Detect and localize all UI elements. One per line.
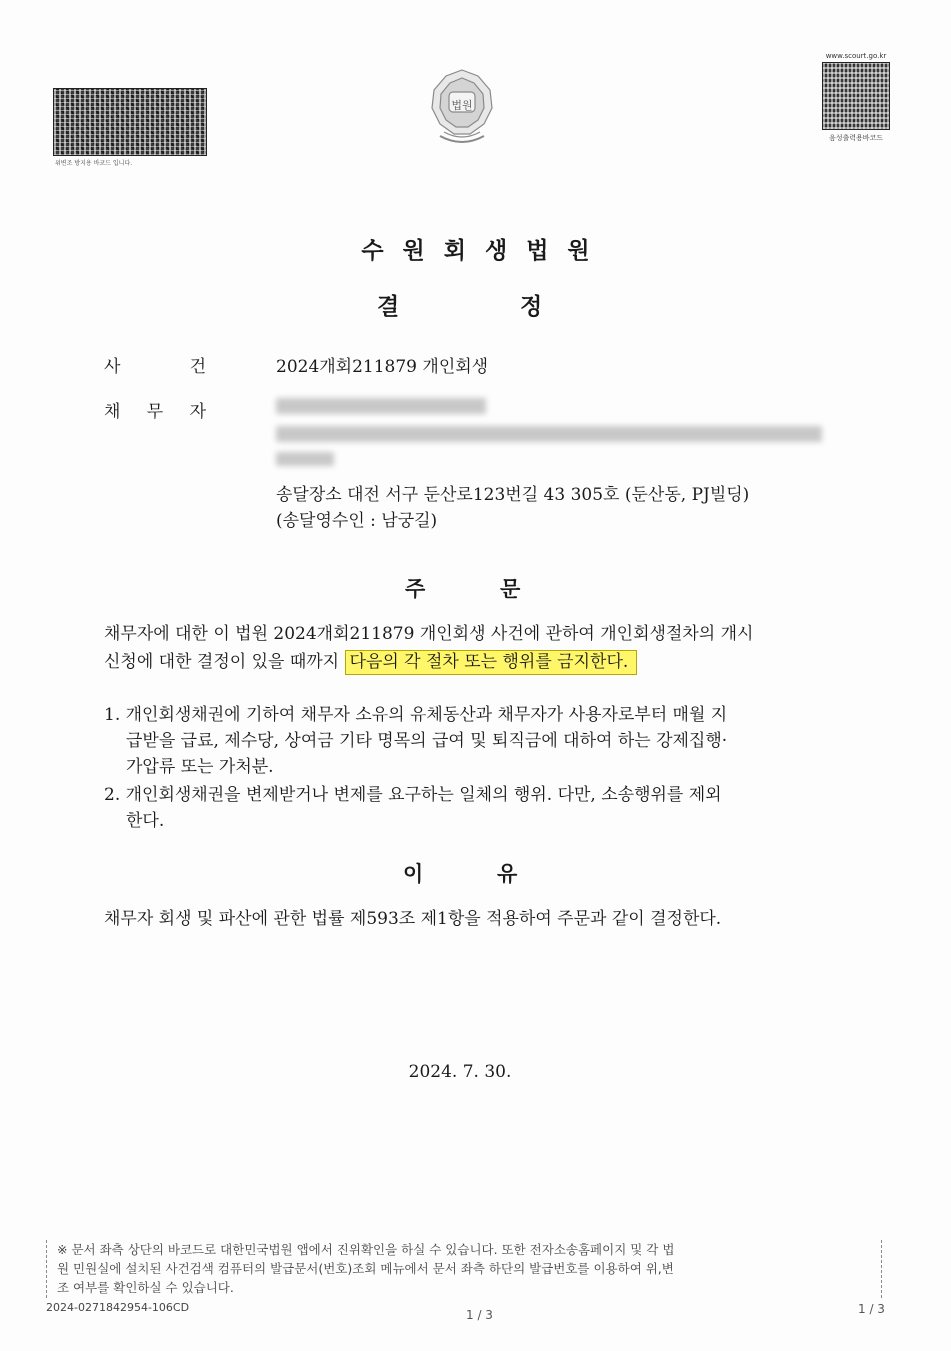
case-number: 2024개회211879 개인회생 — [276, 357, 489, 377]
issue-number: 2024-0271842954-106CD — [46, 1301, 190, 1314]
redacted-debtor-address-cont — [276, 452, 334, 466]
order-item-2-line2: 한다. — [126, 811, 165, 831]
order-paragraph-line2-prefix: 신청에 대한 결정이 있을 때까지 — [104, 652, 345, 672]
debtor-label-char: 무 — [146, 402, 164, 422]
reason-heading-part1: 이 — [403, 862, 424, 886]
delivery-address: 송달장소 대전 서구 둔산로123번길 43 305호 (둔산동, PJ빌딩) — [276, 485, 750, 505]
debtor-label-char: 자 — [189, 402, 206, 422]
court-name-title: 수원회생법원 — [361, 238, 609, 264]
court-url: www.scourt.go.kr — [825, 52, 887, 60]
reason-heading-part2: 유 — [497, 862, 518, 886]
order-item-1-line2: 급받을 급료, 제수당, 상여금 기타 명목의 급여 및 퇴직금에 대하여 하는 강제집행· — [126, 731, 728, 751]
verification-barcode-caption: 위변조 방지용 바코드 입니다. — [55, 160, 133, 167]
order-item-1-line3: 가압류 또는 가처분. — [126, 757, 274, 777]
emblem-label: 법원 — [451, 99, 473, 112]
page-indicator-right: 1 / 3 — [858, 1302, 885, 1316]
order-heading-part2: 문 — [500, 577, 521, 601]
verification-notice — [46, 1240, 882, 1298]
notice-line: 조 여부를 확인하실 수 있습니다. — [57, 1280, 234, 1295]
case-label-char: 사 — [104, 357, 121, 377]
order-heading-part1: 주 — [405, 577, 426, 601]
debtor-label-char: 채 — [104, 402, 121, 422]
decision-date: 2024. 7. 30. — [408, 1062, 512, 1082]
notice-line: 원 민원실에 설치된 사건검색 컴퓨터의 발급문서(번호)조회 메뉴에서 문서 좌측 하단의 발급번호를 이용하여 위,변 — [57, 1261, 674, 1276]
order-paragraph-line1: 채무자에 대한 이 법원 2024개회211879 개인회생 사건에 관하여 개인회생절차의 개시 — [104, 624, 754, 644]
notice-line: ※ 문서 좌측 상단의 바코드로 대한민국법원 앱에서 진위확인을 하실 수 있습니다. 또한 전자소송홈페이지 및 각 법 — [57, 1242, 675, 1257]
redacted-debtor-address — [276, 426, 822, 442]
highlighted-prohibition: 다음의 각 절차 또는 행위를 금지한다. — [345, 650, 638, 675]
verification-barcode — [53, 88, 207, 156]
order-item-1-line1: 1. 개인회생채권에 기하여 채무자 소유의 유체동산과 채무자가 사용자로부터 매월 지 — [104, 705, 728, 725]
redacted-debtor-name — [276, 398, 486, 414]
case-label — [104, 352, 206, 377]
voice-output-barcode — [822, 62, 890, 130]
delivery-recipient: (송달영수인 : 남궁길) — [276, 511, 438, 531]
debtor-label — [104, 397, 206, 422]
order-paragraph-line2 — [104, 647, 637, 672]
document-type-title-part1: 결 — [377, 294, 400, 320]
document-type-title-part2: 정 — [520, 294, 543, 320]
page-indicator-center: 1 / 3 — [466, 1308, 493, 1322]
voice-output-barcode-caption: 음성출력용바코드 — [828, 134, 884, 142]
case-label-char: 건 — [189, 357, 206, 377]
order-item-2-line1: 2. 개인회생채권을 변제받거나 변제를 요구하는 일체의 행위. 다만, 소송행위를 제외 — [104, 785, 722, 805]
reason-text: 채무자 회생 및 파산에 관한 법률 제593조 제1항을 적용하여 주문과 같이 결정한다. — [104, 909, 722, 929]
